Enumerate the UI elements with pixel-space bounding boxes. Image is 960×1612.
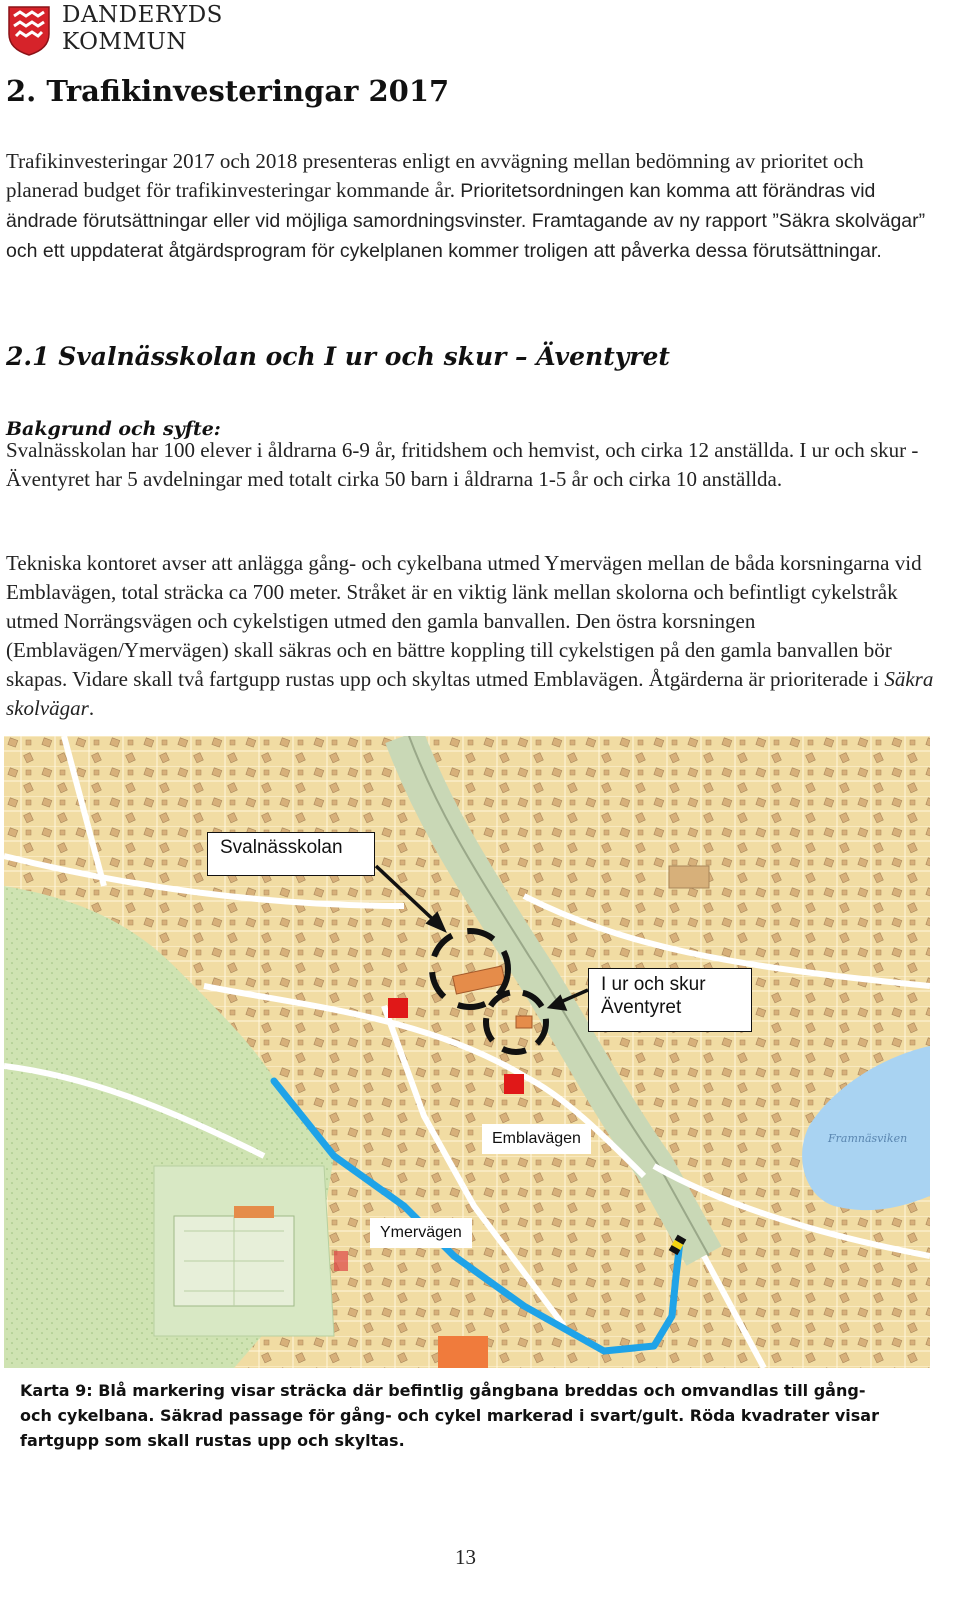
map-caption: Karta 9: Blå markering visar sträcka där befintlig gångbana breddas och omvandlas till gång- och cykelbana. Säkrad passage för gång- och cykel markerad i svart/gult. Röda kvadrater visar fartgupp som skall rustas upp och skyltas. [20, 1381, 879, 1450]
street-label-emblavagen: Emblavägen [482, 1124, 591, 1154]
preschool-label-line1: I ur och skur [601, 974, 706, 995]
section-heading: 2. Trafikinvesteringar 2017 [6, 74, 450, 108]
municipality-logo [6, 2, 246, 58]
school-label: Svalnässkolan [207, 832, 375, 876]
page-number: 13 [455, 1545, 476, 1569]
speed-bump-marker-2 [504, 1074, 524, 1094]
measures-report-title: Säkra skolvägar [6, 667, 934, 720]
measures-tail: Åtgärderna är prioriterade i [643, 667, 885, 691]
measures-end: . [88, 696, 95, 720]
subsection-heading: 2.1 Svalnässkolan och I ur och skur – Äventyret [6, 342, 670, 371]
preschool-label-line2: Äventyret [601, 997, 682, 1018]
lake-label: Framnäsviken [828, 1132, 908, 1145]
coat-of-arms-icon [6, 4, 52, 56]
measures-text: Tekniska kontoret avser att anlägga gång- och cykelbana utmed Ymervägen mellan de båda korsningarna vid Emblavägen, total sträcka ca 700 meter. Stråket är en viktig länk mellan skolorna och befintligt cykelstråk utmed Norrängsvägen och cykelstigen utmed den gamla banvallen. Den östra korsningen (Emblavägen/Ymervägen) skall säkras och en bättre koppling till cykelstigen på den gamla banvallen bör skapas. Vidare skall två fartgupp rustas upp och skyltas utmed Emblavägen. [6, 551, 922, 691]
street-label-ymervagen: Ymervägen [370, 1218, 472, 1248]
measures-paragraph [6, 549, 946, 723]
intro-sentence-1: Trafikinvesteringar 2017 och 2018 presenteras enligt en avvägning mellan bedömning av prioritet och planerad budget för trafikinvesteringar kommande år. [6, 149, 864, 202]
intro-paragraph [6, 147, 936, 266]
municipality-name [62, 2, 223, 56]
map-figure [4, 736, 930, 1368]
municipality-name-line1: DANDERYDS [62, 2, 223, 28]
speed-bump-marker-1 [388, 998, 408, 1018]
municipality-name-line2: KOMMUN [62, 29, 188, 55]
background-paragraph: Svalnässkolan har 100 elever i åldrarna 6-9 år, fritidshem och hemvist, och cirka 12 anställda. I ur och skur - Äventyret har 5 avdelningar med totalt cirka 50 barn i åldrarna 1-5 år och cirka 10 anställda. [6, 438, 919, 491]
intro-sentence-2: Prioritetsordningen kan komma att förändras vid ändrade förutsättningar eller vid möjliga samordningsvinster. Framtagande av ny rapport ”Säkra skolvägar” och ett uppdaterat åtgärdsprogram för cykelplanen kommer troligen att påverka dessa förutsättningar. [6, 180, 926, 262]
background-label: Bakgrund och syfte: [6, 418, 221, 440]
preschool-label [588, 968, 752, 1032]
map-canvas [4, 736, 930, 1368]
